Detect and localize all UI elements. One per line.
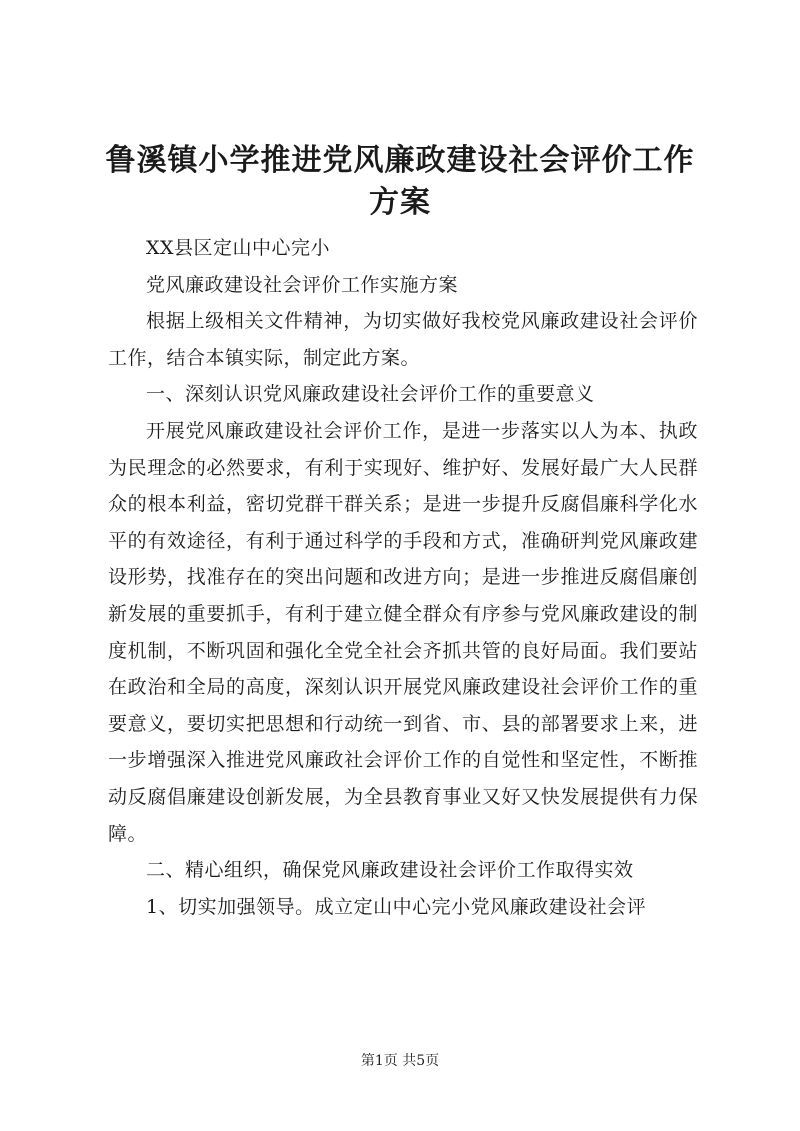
document-title: 鲁溪镇小学推进党风廉政建设社会评价工作方案 [105, 143, 695, 220]
item-one-paragraph: 1、切实加强领导。成立定山中心完小党风廉政建设社会评 [146, 895, 647, 918]
section-two-heading: 二、精心组织，确保党风廉政建设社会评价工作取得实效 [146, 859, 634, 882]
plan-subtitle-line: 党风廉政建设社会评价工作实施方案 [146, 273, 459, 296]
page-number-footer: 第1页 共5页 [360, 1053, 440, 1069]
document-body [108, 230, 698, 925]
section-one-heading: 一、深刻认识党风廉政建设社会评价工作的重要意义 [146, 383, 595, 406]
section-one-paragraph: 开展党风廉政建设社会评价工作，是进一步落实以人为本、执政为民理念的必然要求，有利于实现好、维护好、发展好最广大人民群众的根本利益，密切党群干群关系；是进一步提升反腐倡廉科学化水平的有效途径，有利于通过科学的手段和方式，准确研判党风廉政建设形势，找准存在的突出问题和改进方向；是进一步推进反腐倡廉创新发展的重要抓手，有利于建立健全群众有序参与党风廉政建设的制度机制，不断巩固和强化全党全社会齐抓共管的良好局面。我们要站在政治和全局的高度，深刻认识开展党风廉政建设社会评价工作的重要意义，要切实把思想和行动统一到省、市、县的部署要求上来，进一步增强深入推进党风廉政社会评价工作的自觉性和坚定性，不断推动反腐倡廉建设创新发展，为全县教育事业又好又快发展提供有力保障。 [108, 419, 698, 845]
school-name-line: XX县区定山中心完小 [146, 237, 331, 259]
intro-paragraph: 根据上级相关文件精神，为切实做好我校党风廉政建设社会评价工作，结合本镇实际，制定此方案。 [108, 310, 698, 369]
